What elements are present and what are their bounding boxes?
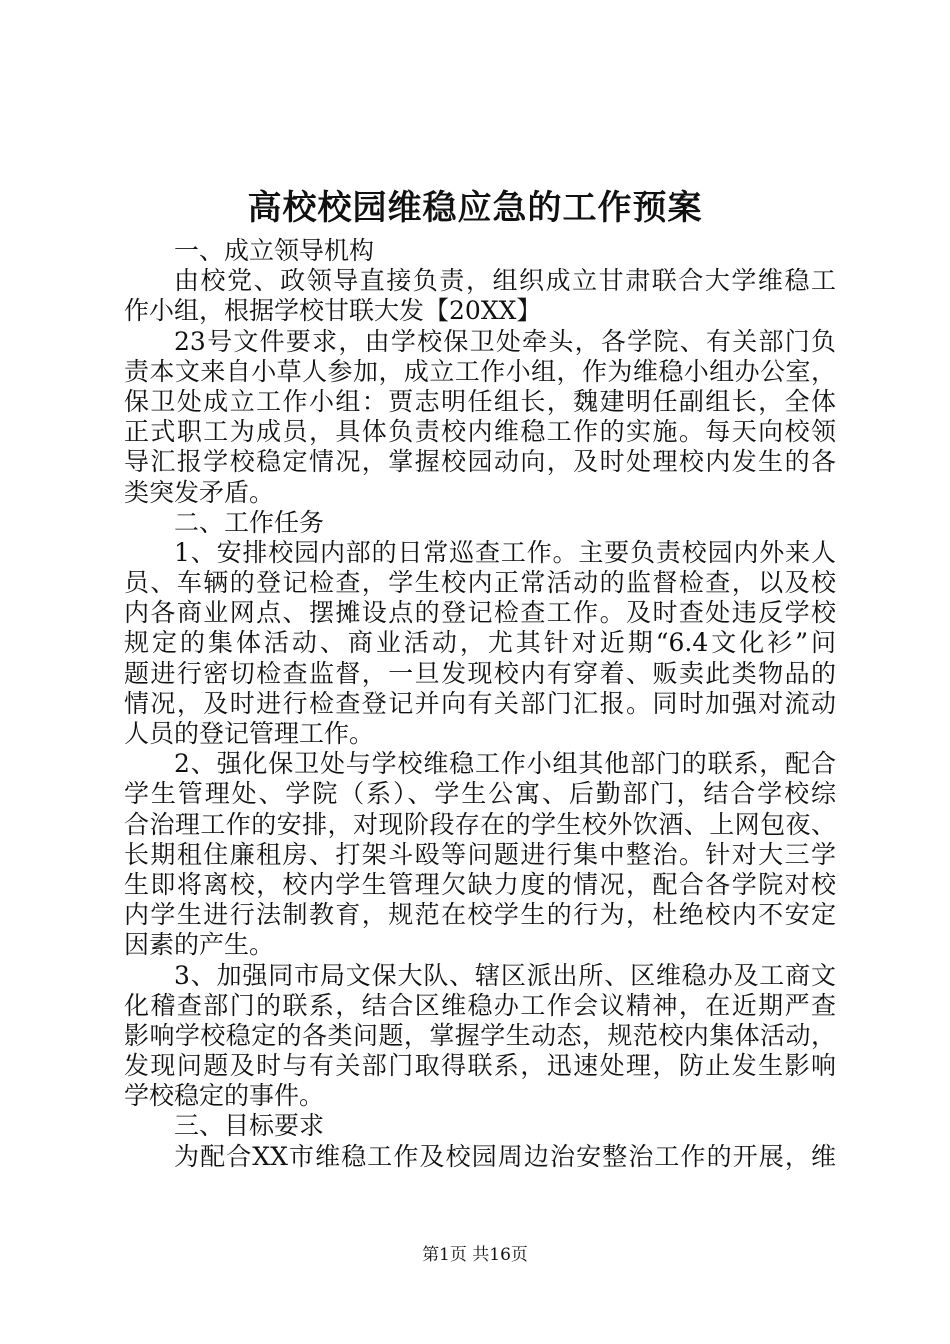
body-line: 2、强化保卫处与学校维稳工作小组其他部门的联系，配合	[174, 749, 836, 779]
body-line: 为配合XX市维稳工作及校园周边治安整治工作的开展，维	[174, 1141, 836, 1171]
body-line: 3、加强同市局文保大队、辖区派出所、区维稳办及工商文	[174, 960, 836, 990]
body-line: 责本文来自小草人参加，成立工作小组，作为维稳小组办公室，	[124, 356, 836, 386]
body-line: 由校党、政领导直接负责，组织成立甘肃联合大学维稳工	[174, 266, 836, 296]
body-line: 内学生进行法制教育，规范在校学生的行为，杜绝校内不安定	[124, 900, 836, 930]
body-line: 因素的产生。	[124, 930, 275, 960]
body-line: 题进行密切检查监督，一旦发现校内有穿着、贩卖此类物品的	[124, 658, 836, 688]
page-footer: 第1页 共16页	[422, 1245, 528, 1265]
section-heading-2: 二、工作任务	[174, 507, 325, 537]
body-line: 人员的登记管理工作。	[124, 719, 375, 748]
body-line: 生即将离校，校内学生管理欠缺力度的情况，配合各学院对校	[124, 869, 836, 899]
section-heading-1: 一、成立领导机构	[174, 236, 375, 265]
document-body	[124, 236, 836, 1172]
document-title: 高校校园维稳应急的工作预案	[247, 188, 703, 228]
body-line: 影响学校稳定的各类问题，掌握学生动态，规范校内集体活动，	[124, 1020, 836, 1050]
body-line: 类突发矛盾。	[124, 477, 275, 507]
section-heading-3: 三、目标要求	[174, 1111, 325, 1141]
body-line: 员、车辆的登记检查，学生校内正常活动的监督检查，以及校	[124, 568, 836, 598]
body-line: 作小组，根据学校甘联大发【20XX】	[124, 296, 542, 326]
body-line: 合治理工作的安排，对现阶段存在的学生校外饮酒、上网包夜、	[124, 809, 836, 839]
body-line: 情况，及时进行检查登记并向有关部门汇报。同时加强对流动	[124, 688, 836, 718]
body-line: 23号文件要求，由学校保卫处牵头，各学院、有关部门负	[174, 326, 836, 356]
body-line: 正式职工为成员，具体负责校内维稳工作的实施。每天向校领	[124, 417, 836, 447]
body-line: 导汇报学校稳定情况，掌握校园动向，及时处理校内发生的各	[124, 447, 836, 477]
body-line: 长期租住廉租房、打架斗殴等问题进行集中整治。针对大三学	[124, 839, 836, 869]
body-line: 学生管理处、学院（系）、学生公寓、后勤部门，结合学校综	[124, 779, 836, 809]
body-line: 规定的集体活动、商业活动，尤其针对近期“6.4文化衫”问	[124, 628, 836, 658]
body-line: 学校稳定的事件。	[124, 1081, 325, 1111]
body-line: 1、安排校园内部的日常巡查工作。主要负责校园内外来人	[174, 537, 836, 567]
body-line: 内各商业网点、摆摊设点的登记检查工作。及时查处违反学校	[124, 598, 836, 628]
body-line: 化稽查部门的联系，结合区维稳办工作会议精神，在近期严查	[124, 990, 836, 1020]
body-line: 发现问题及时与有关部门取得联系，迅速处理，防止发生影响	[124, 1051, 836, 1081]
body-line: 保卫处成立工作小组：贾志明任组长，魏建明任副组长，全体	[124, 386, 836, 416]
